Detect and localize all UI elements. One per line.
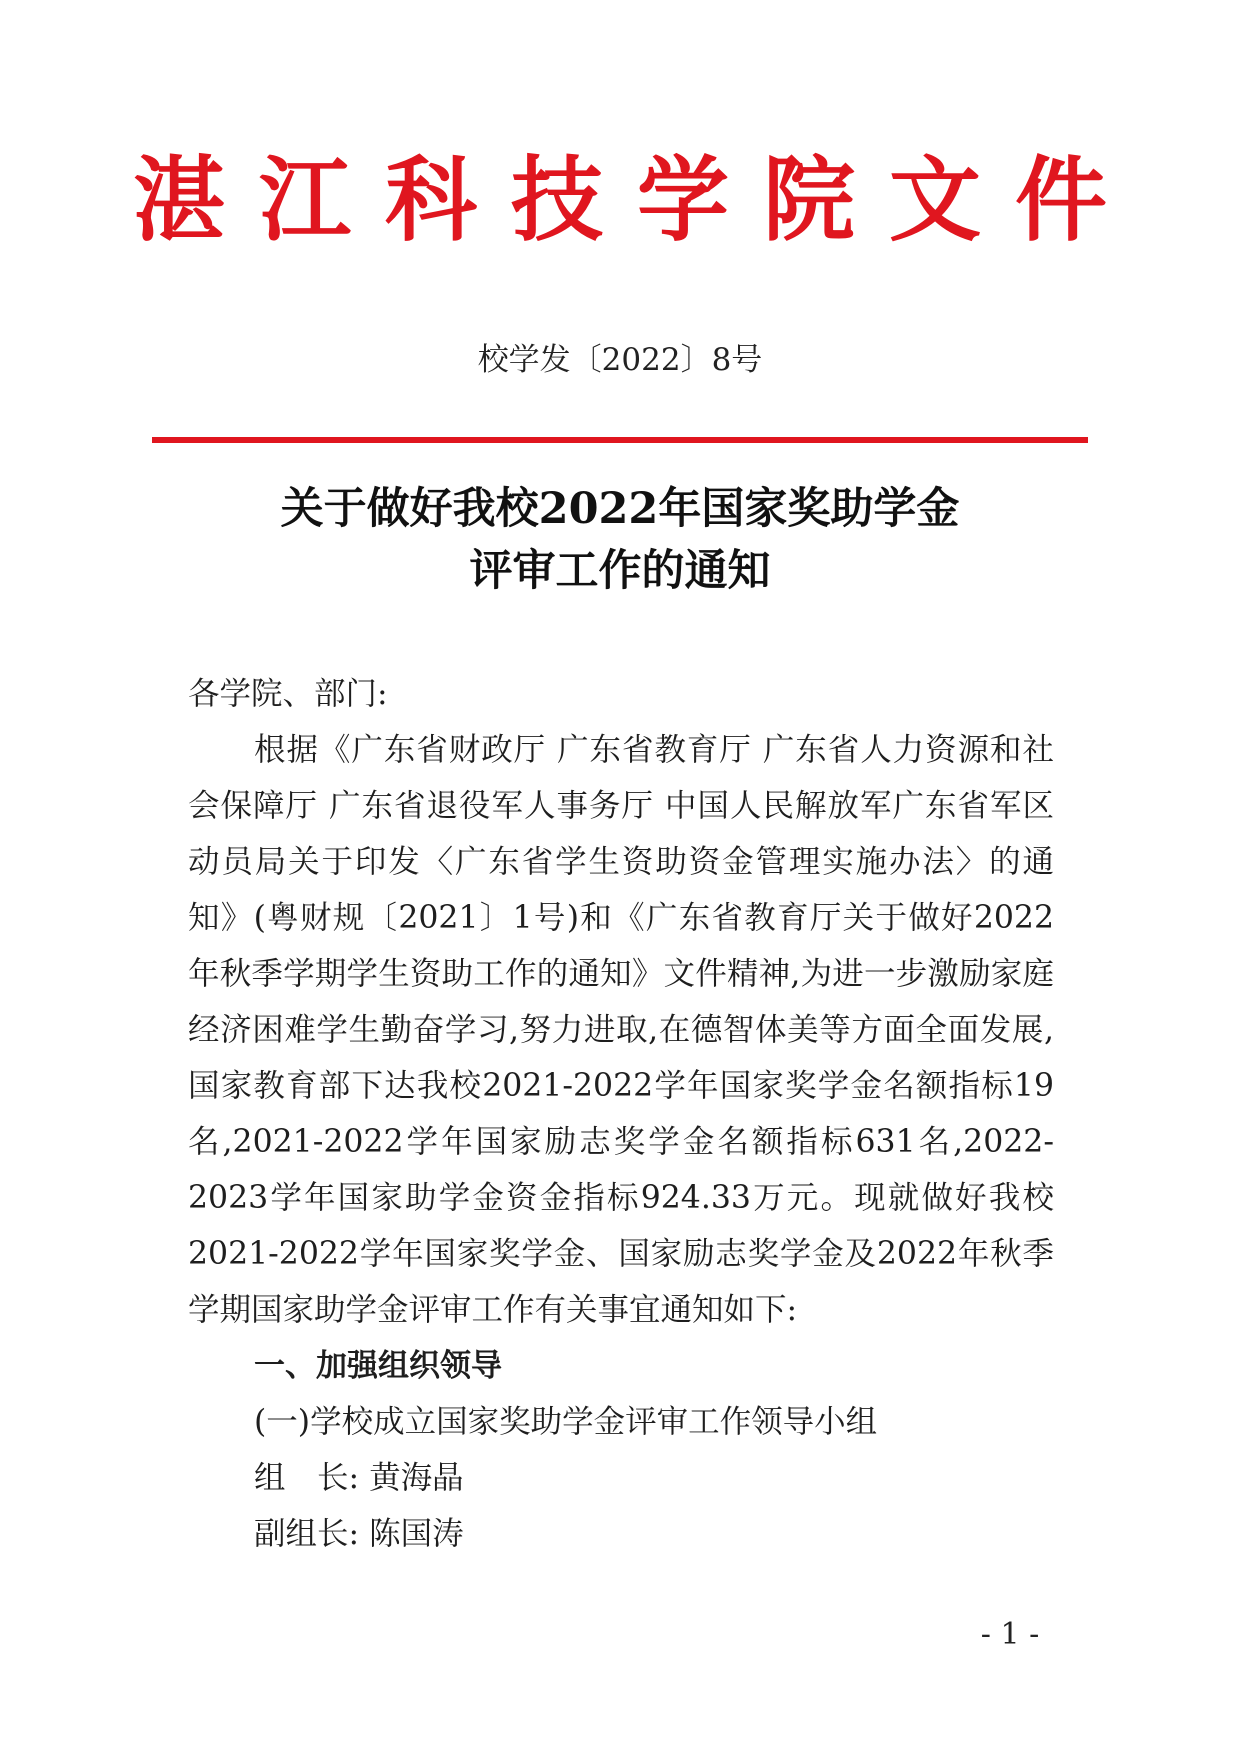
section-heading-1: 一、加强组织领导 (254, 1348, 502, 1384)
subsection-heading-1: (一)学校成立国家奖助学金评审工作领导小组 (254, 1404, 878, 1440)
member-name: 黄海晶 (369, 1460, 464, 1496)
member-name: 陈国涛 (369, 1516, 464, 1552)
notice-title-line-2: 评审工作的通知 (469, 546, 771, 596)
salutation: 各学院、部门: (188, 676, 388, 712)
red-divider-line (152, 437, 1088, 443)
document-body (188, 666, 1054, 1562)
committee-member-deputy (188, 1506, 1054, 1562)
committee-member-leader (188, 1450, 1054, 1506)
document-number: 校学发〔2022〕8号 (477, 342, 763, 378)
intro-paragraph: 根据《广东省财政厅 广东省教育厅 广东省人力资源和社会保障厅 广东省退役军人事务厅 中国人民解放军广东省军区动员局关于印发〈广东省学生资助资金管理实施办法〉的通知》(粤财规〔2021〕1号)和《广东省教育厅关于做好2022年秋季学期学生资助工作的通知》文件精神,为进一步激励家庭经济困难学生勤奋学习,努力进取,在德智体美等方面全面发展,国家教育部下达我校2021-2022学年国家奖学金名额指标19名,2021-2022学年国家励志奖学金名额指标631名,2022-2023学年国家助学金资金指标924.33万元。现就做好我校2021-2022学年国家奖学金、国家励志奖学金及2022年秋季学期国家助学金评审工作有关事宜通知如下: (188, 732, 1054, 1328)
notice-title-line-1: 关于做好我校2022年国家奖助学金 (280, 484, 960, 534)
member-role: 组 长: (254, 1460, 360, 1496)
notice-title (0, 478, 1240, 602)
member-role: 副组长: (254, 1516, 360, 1552)
document-header-title: 湛江科技学院文件 (132, 146, 1141, 254)
page-number: - 1 - (980, 1617, 1040, 1652)
